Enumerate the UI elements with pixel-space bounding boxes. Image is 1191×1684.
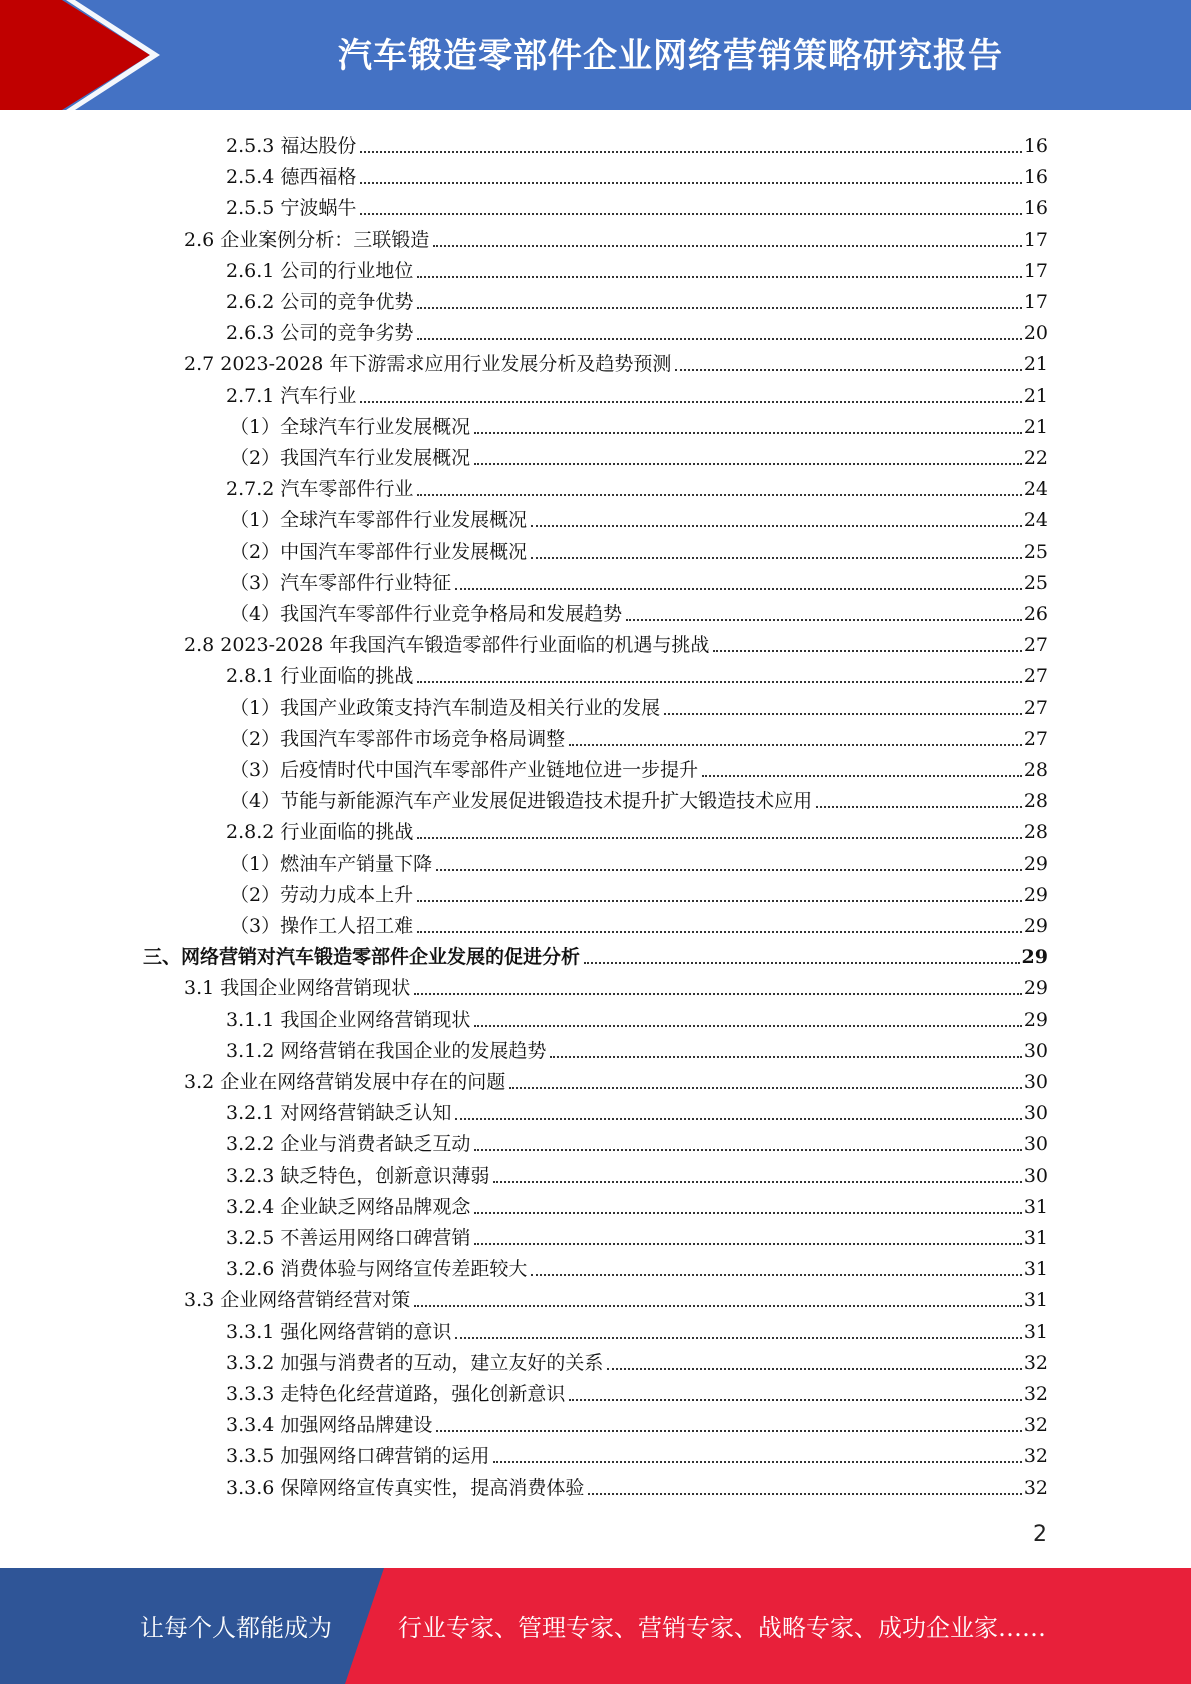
- toc-entry-label: 3.2 企业在网络营销发展中存在的问题: [184, 1071, 506, 1093]
- page-number: 2: [1033, 1522, 1047, 1547]
- toc-entry-label: 3.2.6 消费体验与网络宣传差距较大: [226, 1258, 528, 1281]
- toc-entry-page: 30: [1023, 1039, 1048, 1062]
- toc-entry-page: 27: [1023, 634, 1048, 657]
- toc-leader-dots: [713, 650, 1021, 652]
- toc-leader-dots: [360, 213, 1021, 215]
- toc-leader-dots: [455, 1337, 1021, 1339]
- toc-leader-dots: [569, 1399, 1021, 1401]
- toc-leader-dots: [417, 900, 1022, 902]
- toc-entry[interactable]: [230, 502, 1048, 533]
- toc-leader-dots: [531, 557, 1022, 559]
- toc-entry-label: （3）汽车零部件行业特征: [230, 571, 452, 594]
- toc-entry[interactable]: [184, 970, 1048, 1001]
- toc-entry-page: 21: [1023, 353, 1048, 376]
- toc-entry-page: 30: [1023, 1071, 1048, 1093]
- toc-entry-page: 31: [1023, 1195, 1048, 1218]
- toc-entry-page: 32: [1023, 1414, 1048, 1437]
- toc-entry-page: 26: [1023, 603, 1048, 625]
- toc-leader-dots: [414, 1305, 1022, 1307]
- toc-leader-dots: [474, 432, 1022, 434]
- toc-entry[interactable]: [226, 1470, 1048, 1501]
- toc-entry-label: （4）我国汽车零部件行业竞争格局和发展趋势: [230, 603, 623, 625]
- toc-entry[interactable]: [226, 128, 1048, 159]
- toc-leader-dots: [531, 525, 1022, 527]
- toc-entry[interactable]: [226, 1189, 1048, 1220]
- toc-entry[interactable]: [226, 1002, 1048, 1033]
- toc-leader-dots: [417, 681, 1021, 683]
- toc-entry-label: 2.6.3 公司的竞争劣势: [226, 322, 414, 345]
- toc-entry-page: 21: [1023, 384, 1048, 407]
- toc-entry-page: 25: [1023, 540, 1048, 563]
- toc-entry-label: （3）后疫情时代中国汽车零部件产业链地位进一步提升: [230, 759, 699, 781]
- toc-entry-label: 3.1 我国企业网络营销现状: [184, 977, 411, 1000]
- toc-entry-label: 2.6 企业案例分析：三联锻造: [184, 228, 430, 251]
- toc-entry-label: （2）我国汽车零部件市场竞争格局调整: [230, 727, 566, 750]
- toc-leader-dots: [702, 775, 1022, 777]
- toc-entry-page: 32: [1023, 1351, 1048, 1374]
- toc-entry-page: 31: [1023, 1289, 1048, 1312]
- toc-entry[interactable]: [226, 1438, 1048, 1469]
- toc-leader-dots: [493, 1461, 1021, 1463]
- page-footer: [0, 1568, 1191, 1684]
- toc-entry[interactable]: [226, 1033, 1048, 1064]
- toc-entry-label: 3.3.1 强化网络营销的意识: [226, 1320, 452, 1343]
- toc-entry-label: 2.6.2 公司的竞争优势: [226, 291, 414, 313]
- toc-entry-label: 3.3.4 加强网络品牌建设: [226, 1414, 433, 1437]
- toc-entry-page: 31: [1023, 1320, 1048, 1343]
- toc-leader-dots: [474, 1025, 1021, 1027]
- toc-entry-page: 27: [1023, 696, 1048, 719]
- toc-entry[interactable]: [143, 939, 1048, 970]
- toc-leader-dots: [474, 1149, 1021, 1151]
- toc-entry[interactable]: [226, 253, 1048, 284]
- toc-entry-page: 32: [1023, 1383, 1048, 1405]
- toc-entry-page: 16: [1023, 135, 1048, 157]
- toc-leader-dots: [417, 837, 1021, 839]
- toc-entry-label: （2）劳动力成本上升: [230, 883, 414, 906]
- toc-entry-label: 2.8.1 行业面临的挑战: [226, 665, 414, 688]
- toc-leader-dots: [569, 744, 1022, 746]
- toc-entry-label: 3.2.5 不善运用网络口碑营销: [226, 1227, 471, 1249]
- toc-entry[interactable]: [226, 378, 1048, 409]
- toc-leader-dots: [360, 401, 1021, 403]
- toc-entry-label: （2）我国汽车行业发展概况: [230, 447, 471, 469]
- toc-entry-label: 3.3.3 走特色化经营道路，强化创新意识: [226, 1383, 566, 1405]
- toc-entry[interactable]: [226, 1158, 1048, 1189]
- toc-entry[interactable]: [184, 627, 1048, 658]
- toc-entry[interactable]: [226, 658, 1048, 689]
- toc-entry-page: 31: [1023, 1258, 1048, 1281]
- toc-entry-label: （2）中国汽车零部件行业发展概况: [230, 540, 528, 563]
- toc-leader-dots: [509, 1087, 1022, 1089]
- toc-entry[interactable]: [184, 346, 1048, 377]
- toc-entry-label: 三、网络营销对汽车锻造零部件企业发展的促进分析: [143, 946, 581, 969]
- toc-entry-label: （3）操作工人招工难: [230, 915, 414, 937]
- toc-leader-dots: [474, 1212, 1021, 1214]
- toc-entry-label: 2.6.1 公司的行业地位: [226, 259, 414, 282]
- toc-entry-page: 29: [1023, 1008, 1048, 1031]
- toc-entry-page: 32: [1023, 1445, 1048, 1468]
- toc-entry-label: 3.3.2 加强与消费者的互动，建立友好的关系: [226, 1351, 604, 1374]
- toc-entry-page: 17: [1023, 259, 1048, 282]
- toc-entry-label: 3.3.5 加强网络口碑营销的运用: [226, 1445, 490, 1468]
- toc-entry-label: 2.7.1 汽车行业: [226, 384, 357, 407]
- toc-entry-page: 30: [1023, 1133, 1048, 1156]
- toc-entry-label: （1）全球汽车零部件行业发展概况: [230, 509, 528, 532]
- toc-entry-page: 28: [1023, 759, 1048, 781]
- toc-entry[interactable]: [230, 752, 1048, 783]
- toc-entry-label: 2.8 2023-2028 年我国汽车锻造零部件行业面临的机遇与挑战: [184, 634, 710, 657]
- toc-entry-page: 16: [1023, 166, 1048, 189]
- toc-entry[interactable]: [184, 1064, 1048, 1095]
- toc-entry[interactable]: [184, 222, 1048, 253]
- toc-leader-dots: [417, 931, 1022, 933]
- toc-leader-dots: [626, 619, 1022, 621]
- toc-entry[interactable]: [226, 1407, 1048, 1438]
- toc-entry-label: 2.7.2 汽车零部件行业: [226, 478, 414, 501]
- toc-entry-label: 3.2.3 缺乏特色，创新意识薄弱: [226, 1164, 490, 1187]
- toc-leader-dots: [436, 1430, 1021, 1432]
- toc-entry[interactable]: [230, 690, 1048, 721]
- toc-entry[interactable]: [230, 721, 1048, 752]
- toc-entry-page: 20: [1023, 322, 1048, 345]
- toc-entry-page: 24: [1023, 509, 1048, 532]
- toc-entry[interactable]: [230, 409, 1048, 440]
- toc-entry-page: 32: [1023, 1476, 1048, 1499]
- toc-entry[interactable]: [230, 596, 1048, 627]
- toc-entry[interactable]: [226, 471, 1048, 502]
- toc-entry-page: 29: [1023, 852, 1048, 875]
- toc-leader-dots: [474, 463, 1022, 465]
- page-header: [0, 0, 1191, 110]
- toc-entry[interactable]: [226, 1126, 1048, 1157]
- toc-entry[interactable]: [226, 814, 1048, 845]
- toc-entry-label: 2.7 2023-2028 年下游需求应用行业发展分析及趋势预测: [184, 353, 672, 376]
- toc-entry[interactable]: [226, 1220, 1048, 1251]
- toc-entry-label: 2.5.4 德西福格: [226, 166, 357, 189]
- toc-entry-page: 17: [1023, 291, 1048, 313]
- toc-entry-page: 22: [1023, 447, 1048, 469]
- toc-entry-page: 29: [1023, 915, 1048, 937]
- toc-leader-dots: [455, 1118, 1021, 1120]
- toc-entry[interactable]: [230, 534, 1048, 565]
- toc-entry[interactable]: [226, 1095, 1048, 1126]
- toc-entry-label: （1）燃油车产销量下降: [230, 852, 433, 875]
- toc-entry-page: 29: [1023, 977, 1048, 1000]
- toc-leader-dots: [433, 245, 1022, 247]
- toc-entry-label: 3.3.6 保障网络宣传真实性，提高消费体验: [226, 1476, 585, 1499]
- toc-entry-page: 29: [1021, 946, 1048, 969]
- toc-leader-dots: [414, 993, 1022, 995]
- toc-entry[interactable]: [230, 783, 1048, 814]
- toc-entry[interactable]: [226, 1376, 1048, 1407]
- toc-entry-label: 2.5.5 宁波蜗牛: [226, 197, 357, 220]
- toc-entry-page: 21: [1023, 415, 1048, 438]
- toc-entry-label: 3.2.1 对网络营销缺乏认知: [226, 1102, 452, 1125]
- toc-entry-page: 24: [1023, 478, 1048, 501]
- toc-entry-page: 25: [1023, 571, 1048, 594]
- toc-entry-label: （4）节能与新能源汽车产业发展促进锻造技术提升扩大锻造技术应用: [230, 790, 813, 813]
- toc-leader-dots: [531, 1274, 1021, 1276]
- toc-entry[interactable]: [226, 159, 1048, 190]
- toc-entry-page: 30: [1023, 1164, 1048, 1187]
- toc-entry-page: 29: [1023, 883, 1048, 906]
- toc-entry-page: 28: [1023, 790, 1048, 813]
- toc-leader-dots: [675, 369, 1021, 371]
- toc-entry-label: 3.2.4 企业缺乏网络品牌观念: [226, 1195, 471, 1218]
- toc-leader-dots: [588, 1493, 1021, 1495]
- toc-entry[interactable]: [230, 565, 1048, 596]
- toc-entry-label: （1）全球汽车行业发展概况: [230, 415, 471, 438]
- toc-leader-dots: [607, 1368, 1021, 1370]
- toc-entry[interactable]: [230, 877, 1048, 908]
- toc-entry[interactable]: [226, 1314, 1048, 1345]
- toc-entry[interactable]: [226, 315, 1048, 346]
- toc-entry[interactable]: [226, 190, 1048, 221]
- toc-leader-dots: [664, 713, 1022, 715]
- report-title: 汽车锻造零部件企业网络营销策略研究报告: [338, 36, 1003, 76]
- toc-entry-page: 28: [1023, 821, 1048, 844]
- toc-entry-page: 31: [1023, 1227, 1048, 1249]
- toc-entry-label: 3.1.1 我国企业网络营销现状: [226, 1008, 471, 1031]
- toc-entry-page: 30: [1023, 1102, 1048, 1125]
- toc-entry[interactable]: [226, 1251, 1048, 1282]
- toc-leader-dots: [816, 806, 1022, 808]
- toc-leader-dots: [417, 338, 1021, 340]
- toc-leader-dots: [493, 1181, 1021, 1183]
- toc-entry[interactable]: [230, 440, 1048, 471]
- toc-leader-dots: [417, 494, 1021, 496]
- toc-leader-dots: [584, 962, 1020, 964]
- toc-leader-dots: [474, 1243, 1021, 1245]
- toc-entry-page: 27: [1023, 665, 1048, 688]
- toc-leader-dots: [417, 307, 1021, 309]
- toc-entry-label: 3.2.2 企业与消费者缺乏互动: [226, 1133, 471, 1156]
- toc-entry-page: 27: [1023, 727, 1048, 750]
- footer-slogan-right: 行业专家、管理专家、营销专家、战略专家、成功企业家……: [398, 1614, 1046, 1642]
- toc-entry[interactable]: [226, 1345, 1048, 1376]
- toc-entry-label: （1）我国产业政策支持汽车制造及相关行业的发展: [230, 696, 661, 719]
- toc-entry[interactable]: [184, 1282, 1048, 1313]
- toc-entry[interactable]: [230, 908, 1048, 939]
- toc-entry-page: 16: [1023, 197, 1048, 220]
- footer-slogan-left: 让每个人都能成为: [140, 1614, 332, 1642]
- toc-leader-dots: [360, 151, 1021, 153]
- toc-entry[interactable]: [226, 284, 1048, 315]
- toc-entry-label: 2.5.3 福达股份: [226, 135, 357, 157]
- toc-leader-dots: [436, 869, 1022, 871]
- toc-entry-label: 3.1.2 网络营销在我国企业的发展趋势: [226, 1039, 547, 1062]
- toc-entry-label: 2.8.2 行业面临的挑战: [226, 821, 414, 844]
- toc-entry-page: 17: [1023, 228, 1048, 251]
- toc-leader-dots: [417, 276, 1021, 278]
- toc-leader-dots: [360, 182, 1021, 184]
- toc-entry-label: 3.3 企业网络营销经营对策: [184, 1289, 411, 1312]
- toc-leader-dots: [455, 588, 1022, 590]
- toc-leader-dots: [550, 1056, 1021, 1058]
- toc-entry[interactable]: [230, 846, 1048, 877]
